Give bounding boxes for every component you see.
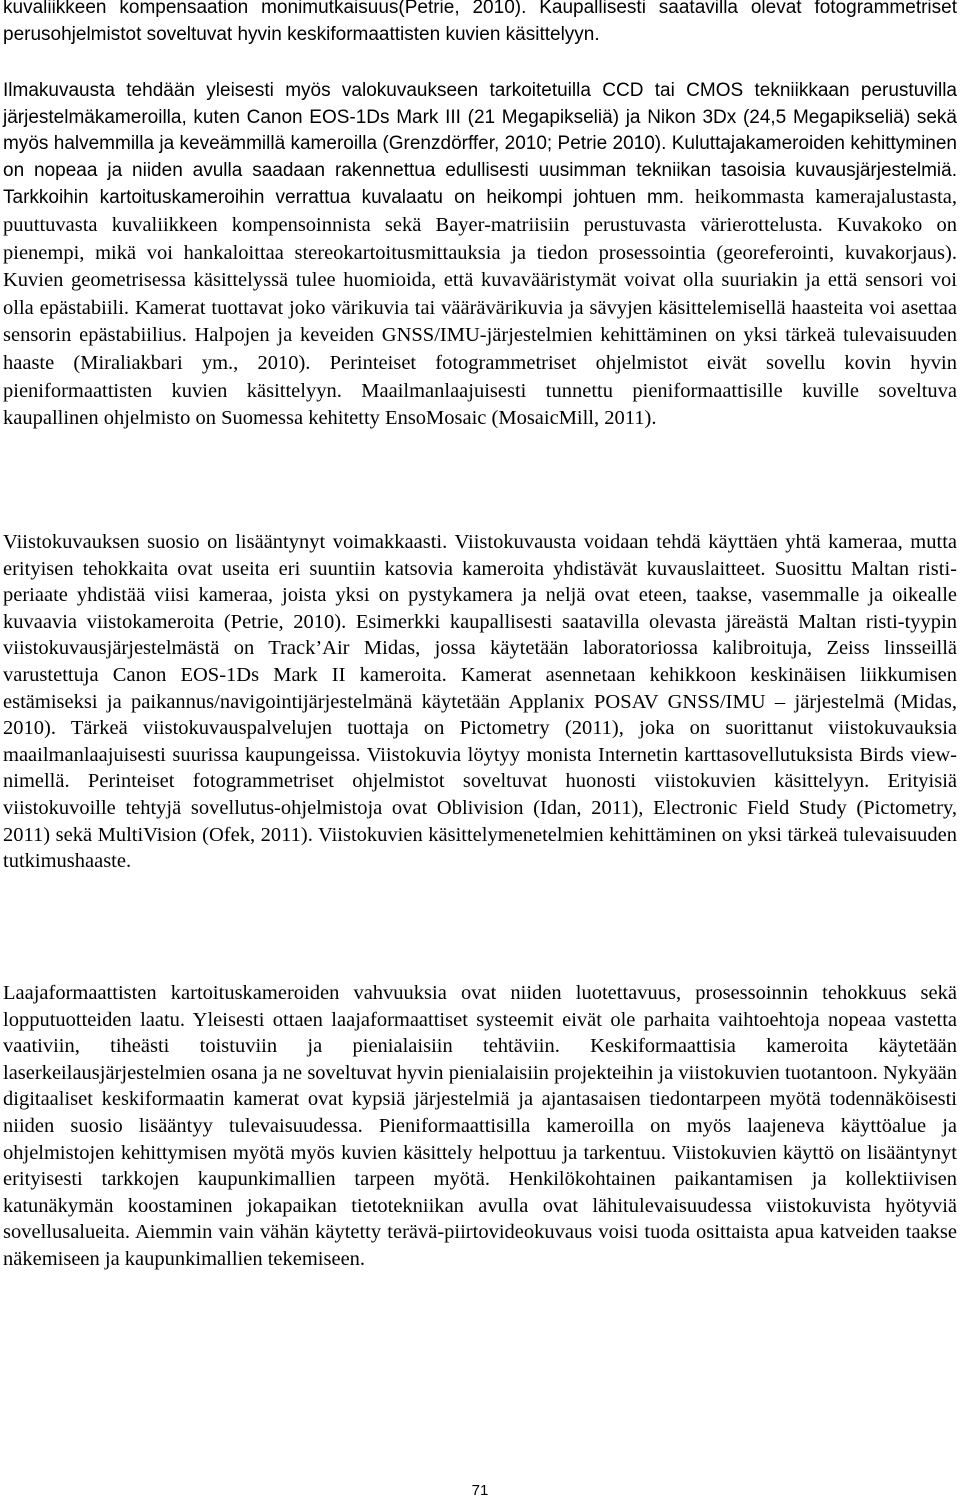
paragraph-continued [3, 0, 957, 48]
paragraph-text: kuvaliikkeen kompensaation monimutkaisuus(Petrie, 2010). Kaupallisesti saatavilla olevat fotogrammetriset perusohjelmistot soveltuvat hyvin keskiformaattisten kuvien käsittelyyn. [3, 0, 957, 45]
paragraph-text-sans: Ilmakuvausta tehdään yleisesti myös valokuvaukseen tarkoitetuilla CCD tai CMOS tekniikkaan perustuvilla järjestelmäkameroilla, kuten Canon EOS-1Ds Mark III (21 Megapikseliä) ja Nikon 3Dx (24,5 Megapikseliä) sekä myös halvemmilla ja keveämmillä kameroilla (Grenzdörffer, 2010; Petrie 2010). Kuluttajakameroiden kehittyminen on nopeaa ja niiden avulla saadaan rakennettua edullisesti uusimman tekniikan tasoisia kuvausjärjestelmiä. Tarkkoihin kartoituskameroihin verrattua kuvalaatu on heikompi johtuen mm. [3, 80, 957, 209]
paragraph-oblique-imaging [3, 529, 957, 875]
paragraph-text-serif: heikommasta kamerajalustasta, puuttuvasta kuvaliikkeen kompensoinnista sekä Bayer-matriisiin perustuvasta värierottelusta. Kuvakoko on pienempi, mikä voi hankaloittaa stereokartoitusmittauksia ja tiedon prosessointia (georeferointi, kuvakorjaus). Kuvien geometrisessa käsittelyssä tulee huomioida, että kuvavääristymät voivat olla suuriakin ja että sensori voi olla epästabiili. Kamerat tuottavat joko värikuvia tai väärävärikuvia ja sävyjen käsittelemisellä haasteita voi asettaa sensorin epästabiilius. Halpojen ja keveiden GNSS/IMU-järjestelmien kehittäminen on yksi tärkeä tulevaisuuden haaste (Miraliakbari ym., 2010). Perinteiset fotogrammetriset ohjelmistot eivät sovellu kovin hyvin pieniformaattisten kuvien käsittelyyn. Maailmanlaajuisesti tunnettu pieniformaattisille kuville soveltuva kaupallinen ohjelmisto on Suomessa kehitetty EnsoMosaic (MosaicMill, 2011). [3, 186, 957, 430]
paragraph-text: Viistokuvauksen suosio on lisääntynyt voimakkaasti. Viistokuvausta voidaan tehdä käyttäen yhtä kameraa, mutta erityisen tehokkaita ovat useita eri suuntiin katsovia kameroita yhdistävät kuvauslaitteet. Suosittu Maltan risti-periaate yhdistää viisi kameraa, joista yksi on pystykamera ja neljä ovat eteen, taakse, vasemmalle ja oikealle kuvaavia viistokameroita (Petrie, 2010). Esimerkki kaupallisesti saatavilla olevasta järeästä Maltan risti-tyypin viistokuvausjärjestelmästä on Track’Air Midas, jossa käytetään laboratoriossa kalibroituja, Zeiss linsseillä varustettuja Canon EOS-1Ds Mark II kameroita. Kamerat asennetaan kehikkoon keskinäisen liikkumisen estämiseksi ja paikannus/navigointijärjestelmänä käytetään Applanix POSAV GNSS/IMU – järjestelmä (Midas, 2010). Tärkeä viistokuvauspalvelujen tuottaja on Pictometry (2011), joka on suorittanut viistokuvauksia maailmanlaajuisesti suurissa kaupungeissa. Viistokuvia löytyy monista Internetin karttasovellutuksista Birds view-nimellä. Perinteiset fotogrammetriset ohjelmistot soveltuvat huonosti viistokuvien käsittelyyn. Erityisiä viistokuvoille tehtyjä sovellutus-ohjelmistoja ovat Oblivision (Idan, 2011), Electronic Field Study (Pictometry, 2011) sekä MultiVision (Ofek, 2011). Viistokuvien käsittelymenetelmien kehittäminen on yksi tärkeä tulevaisuuden tutkimushaaste. [3, 531, 957, 873]
paragraph-text: Laajaformaattisten kartoituskameroiden vahvuuksia ovat niiden luotettavuus, prosessoinnin tehokkuus sekä lopputuotteiden laatu. Yleisesti ottaen laajaformaattiset systeemit eivät ole parhaita vaihtoehtoja nopeaa vastetta vaativiin, tiheästi toistuviin ja pienialaisiin tehtäviin. Keskiformaattisia kameroita käytetään laserkeilausjärjestelmien osana ja ne soveltuvat hyvin pienialaisiin projekteihin ja viistokuvien tuotantoon. Nykyään digitaaliset keskiformaatin kamerat ovat kypsiä järjestelmiä ja ajantasaisen tiedontarpeen myötä todennäköisesti niiden suosio lisääntyy tulevaisuudessa. Pieniformaattisilla kameroilla on myös laajeneva käyttöalue ja ohjelmistojen kehittymisen myötä myös kuvien käsittely helpottuu ja tarkentuu. Viistokuvien käyttö on lisääntynyt erityisesti tarkkojen kaupunkimallien tarpeen myötä. Henkilökohtainen paikantamisen ja kollektiivisen katunäkymän koostaminen jokapaikan tietotekniikan avulla ovat lähitulevaisuudessa viistokuvista hyötyviä sovellusalueita. Aiemmin vain vähän käytetty terävä-piirtovideokuvaus voisi tuoda osittaista apua katveiden taakse näkemiseen ja kaupunkimallien tekemiseen. [3, 982, 957, 1270]
paragraph-aerial-photography [3, 78, 957, 433]
page-number: 71 [471, 1482, 489, 1499]
paragraph-large-format-cameras [3, 980, 957, 1273]
